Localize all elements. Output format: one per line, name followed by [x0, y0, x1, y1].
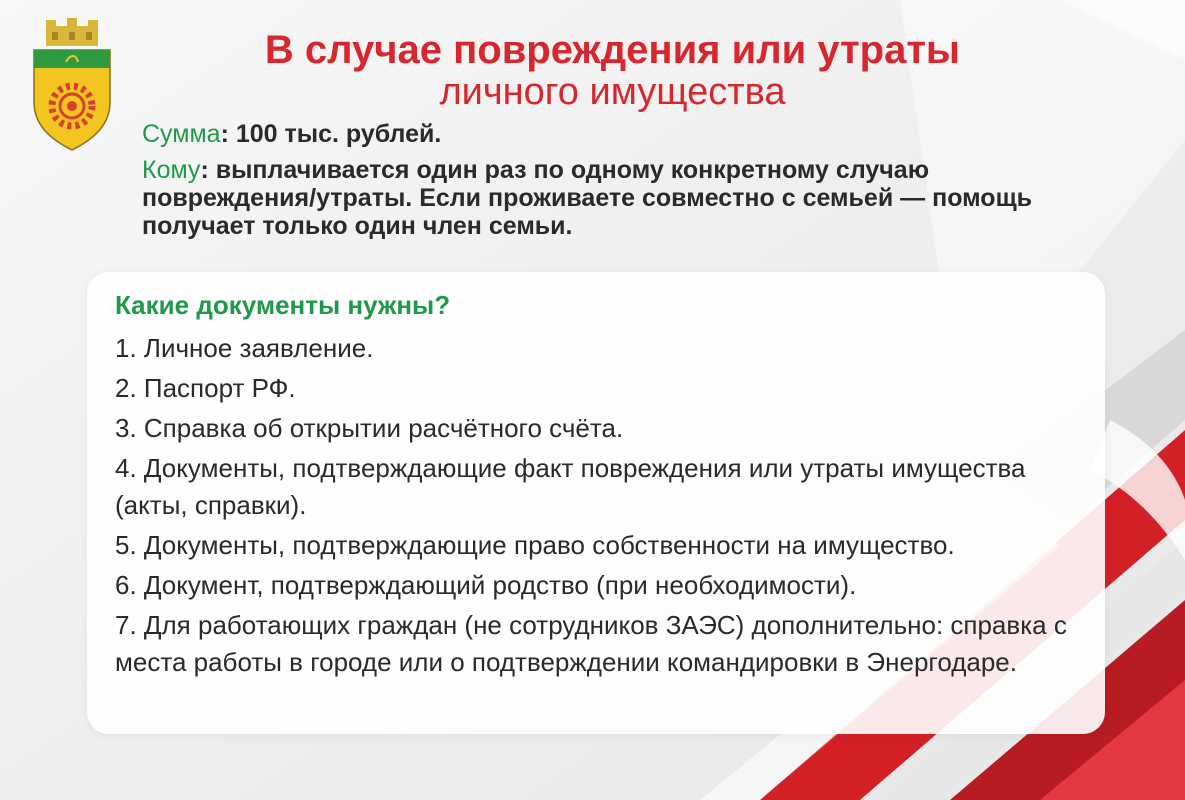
sum-label: Сумма — [142, 120, 221, 148]
whom-value: : выплачивается один раз по одному конкретному случаю повреждения/утраты. Если проживаете совместно с семьей — помощь получает только один член семьи. — [142, 156, 1033, 240]
sum-value: : 100 тыс. рублей. — [220, 120, 442, 148]
document-item-7: 7. Для работающих граждан (не сотрудников ЗАЭС) дополнительно: справка с места работы в городе или о подтверждении командировки в Энергодаре. — [115, 610, 1067, 677]
whom-label: Кому — [142, 156, 201, 184]
documents-card — [87, 272, 1105, 734]
documents-list — [115, 330, 1100, 684]
document-item-2: 2. Паспорт РФ. — [115, 373, 296, 403]
page-subtitle: личного имущества — [439, 71, 786, 113]
sum-line — [142, 120, 1102, 148]
document-item-6: 6. Документ, подтверждающий родство (при необходимости). — [115, 570, 857, 600]
document-item-5: 5. Документы, подтверждающие право собственности на имущество. — [115, 530, 955, 560]
documents-heading: Какие документы нужны? — [115, 290, 451, 320]
document-item-4: 4. Документы, подтверждающие факт повреждения или утраты имущества (акты, справки). — [115, 453, 1026, 520]
document-item-3: 3. Справка об открытии расчётного счёта. — [115, 413, 624, 443]
document-item-1: 1. Личное заявление. — [115, 333, 374, 363]
payment-info — [142, 120, 1102, 248]
whom-line — [142, 156, 1102, 240]
page-title: В случае повреждения или утраты — [264, 28, 961, 72]
